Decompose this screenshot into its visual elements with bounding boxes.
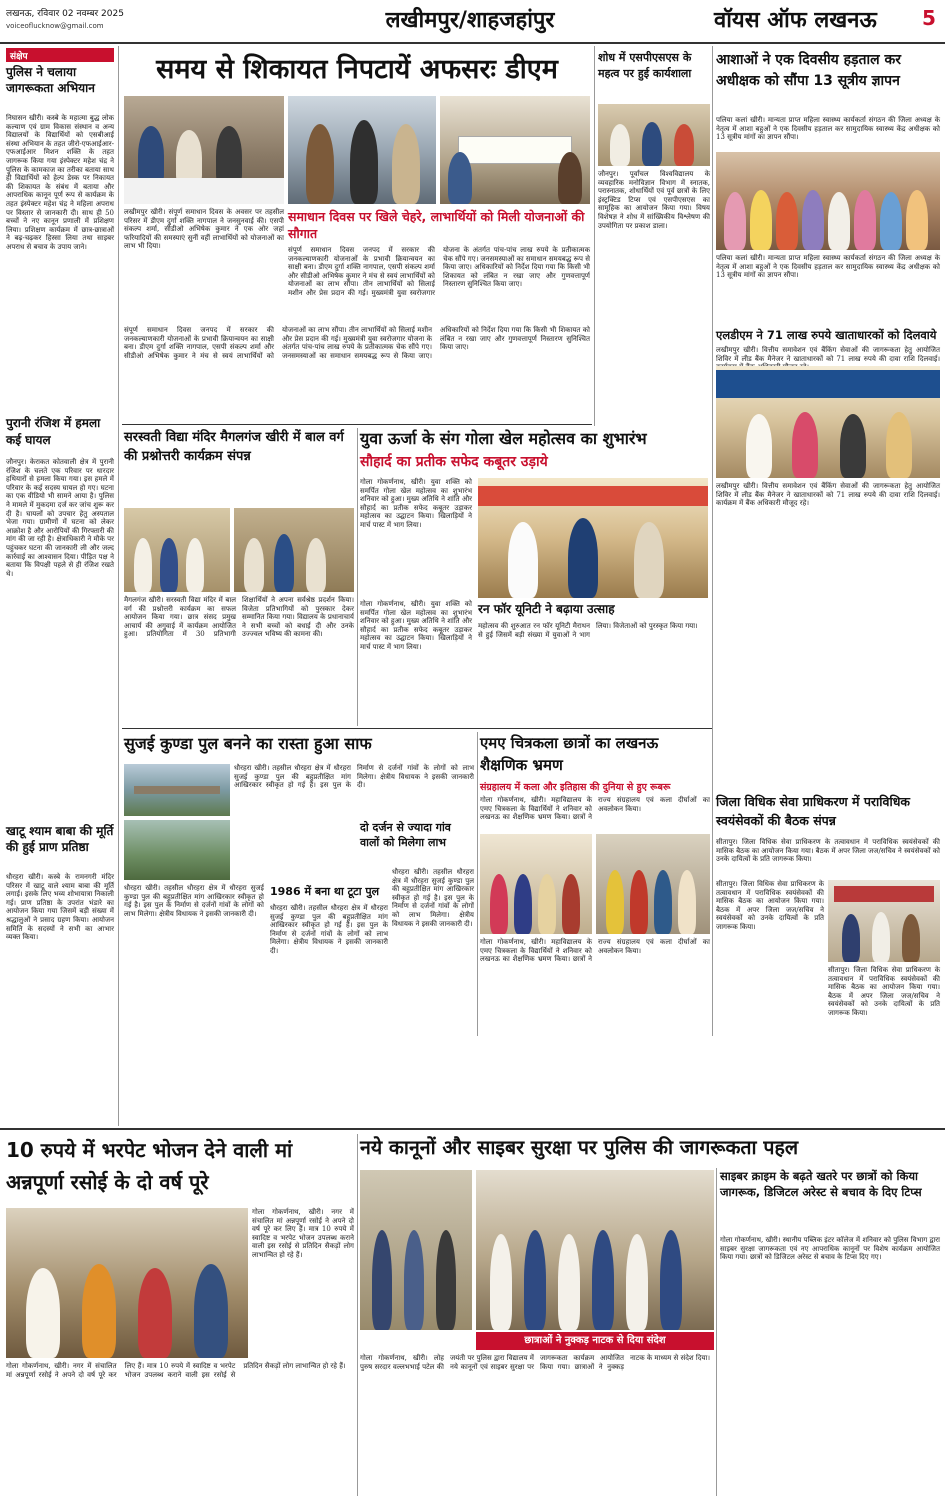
photo-figure xyxy=(746,414,772,478)
edition-title: लखीमपुर/शाहजहांपुर xyxy=(385,8,555,33)
photo-banner xyxy=(478,486,708,506)
photo-table xyxy=(124,178,284,204)
photo-figure xyxy=(678,870,696,934)
lead-rule xyxy=(122,424,592,425)
photo-figure xyxy=(568,518,598,598)
youth-box-body: महोत्सव की शुरुआत रन फॉर यूनिटी मैराथन से हुई जिसमें बड़ी संख्या में युवाओं ने भाग लिया। विजेताओं को पुरस्कृत किया गया। xyxy=(478,622,698,639)
photo-figure xyxy=(654,870,672,934)
photo-figure xyxy=(350,120,378,204)
bridge-photo-1 xyxy=(124,764,230,816)
photo-figure xyxy=(558,152,582,204)
photo-figure xyxy=(538,874,556,934)
school-photo-2 xyxy=(234,508,354,592)
photo-figure xyxy=(626,1234,648,1330)
cyber-photo-1 xyxy=(360,1170,472,1330)
photo-figure xyxy=(792,412,818,478)
photo-figure xyxy=(244,538,264,592)
bridge-sub1: 1986 में बना था टूटा पुल xyxy=(270,885,380,898)
lead-photo-2 xyxy=(288,96,436,204)
legal-photo xyxy=(828,880,940,962)
masthead xyxy=(0,0,945,42)
bridge-body-continued: धौरहरा खीरी। तहसील धौरहरा क्षेत्र में धौरहरा सुजई कुण्डा पुल की बहुप्रतीक्षित मांग आखिरकार स्वीकृत हो गई है। इस पुल के निर्माण से दर्जनों गांवों के लोगों को लाभ मिलेगा। क्षेत्रीय विधायक ने इसकी जानकारी दी। xyxy=(124,884,264,918)
bridge-photo-2 xyxy=(124,820,230,880)
photo-figure xyxy=(138,1268,172,1358)
dateline: लखनऊ, रविवार 02 नवम्बर 2025 xyxy=(6,9,124,19)
bridge-divider xyxy=(477,732,478,1036)
photo-figure xyxy=(134,538,152,592)
photo-figure xyxy=(750,190,772,250)
photo-figure xyxy=(448,152,472,204)
left-story3-body: धौरहरा खीरी। कस्बे के रामनगरी मंदिर परिसर में खाटू वाले श्याम बाबा की मूर्ति लगाई। इसके लिए भव्य शोभायात्रा निकाली गई। प्राण प्रतिष्ठा के उपरांत भंडारे का आयोजन किया गया जिसमें बड़ी संख्या में श्रद्धालुओं ने प्रसाद ग्रहण किया। आयोजन समिति के सदस्यों ने सभी का आभार व्यक्त किया। xyxy=(6,873,114,942)
asha-headline: आशाओं ने एक दिवसीय हड़ताल कर अधीक्षक को सौंपा 13 सूत्रीय ज्ञापन xyxy=(716,52,901,89)
lead-body-continued: संपूर्ण समाधान दिवस जनपद में सरकार की जनकल्याणकारी योजनाओं के प्रभावी क्रियान्वयन का साक्षी बना। डीएम दुर्गा शक्ति नागपाल, एसपी संकल्प शर्मा और सीडीओ अभिषेक कुमार ने मंच से स्वयं लाभार्थियों को योजनाओं का लाभ सौंपा। तीन लाभार्थियों को सिलाई मशीन और प्रेस प्रदान की गई। मुख्यमंत्री युवा स्वरोजगार योजना के अंतर्गत पांच-पांच लाख रुपये के प्रतीकात्मक चेक सौंपे गए। जनसमस्याओं का समाधान समयबद्ध रूप से किया जाए। अधिकारियों को निर्देश दिया गया कि किसी भी शिकायत को लंबित न रखा जाए और गुणवत्तापूर्ण निस्तारण सुनिश्चित किया जाए। xyxy=(124,326,590,360)
photo-figure xyxy=(592,1230,614,1330)
school-divider xyxy=(357,428,358,726)
photo-banner xyxy=(834,886,934,902)
left-story1-headline: पुलिस ने चलाया जागरूकता अभियान xyxy=(6,65,95,95)
photo-figure xyxy=(840,414,866,478)
photo-figure xyxy=(872,912,890,962)
youth-body: गोला गोकर्णनाथ, खीरी। युवा शक्ति को समर्पित गोला खेल महोत्सव का शुभारंभ शनिवार को हुआ। मुख्य अतिथि ने शांति और सौहार्द का प्रतीक सफेद कबूतर उड़ाकर महोत्सव का उद्घाटन किया। खिलाड़ियों ने मार्च पास्ट में भाग लिया। xyxy=(360,478,472,529)
annapurna-headline: 10 रुपये में भरपेट भोजन देने वाली मां अन्नपूर्णा रसोई के दो वर्ष पूरे xyxy=(6,1138,293,1194)
cyber-crime-headline: साइबर क्राइम के बढ़ते खतरे पर छात्रों को किया जागरूक, डिजिटल अरेस्ट से बचाव के दिए टिप्स xyxy=(720,1169,922,1199)
legal-body: सीतापुर। जिला विधिक सेवा प्राधिकरण के तत्वावधान में पराविधिक स्वयंसेवकों की मासिक बैठक का आयोजन किया गया। बैठक में अपर जिला जज/सचिव ने स्वयंसेवकों को उनके दायित्वों के प्रति जागरूक किया। xyxy=(716,838,940,864)
photo-figure xyxy=(404,1230,424,1330)
photo-figure xyxy=(194,1264,228,1358)
photo-figure xyxy=(802,190,824,250)
photo-figure xyxy=(490,874,508,934)
photo-banner xyxy=(716,370,940,398)
annapurna-body-continued: गोला गोकर्णनाथ, खीरी। नगर में संचालित मां अन्नपूर्णा रसोई ने अपने दो वर्ष पूरे कर लिए हैं। मात्र 10 रुपये में स्वादिष्ट व भरपेट भोजन उपलब्ध कराने वाली इस रसोई से प्रतिदिन सैकड़ों लोग लाभान्वित हो रहे हैं। xyxy=(6,1362,346,1379)
photo-figure xyxy=(886,412,912,478)
research-body: जौनपुर। पूर्वांचल विश्वविद्यालय के व्यवहारिक मनोविज्ञान विभाग में स्नातक, परास्नातक, शोधार्थियों एवं पूर्व छात्रों के लिए इंस्ट्रक्टिड टिप्स एवं एसपीएसएस का सामूहिक का आयोजन किया गया। विषय विशेषज्ञ ने शोध में सांख्यिकीय विश्लेषण की उपयोगिता पर प्रकाश डाला। xyxy=(598,170,710,230)
photo-figure xyxy=(186,538,204,592)
school-headline: सरस्वती विद्या मंदिर मैगलगंज खीरी में बाल वर्ग की प्रश्नोत्तरी कार्यक्रम संपन्न xyxy=(124,430,344,464)
art-body-continued: गोला गोकर्णनाथ, खीरी। महाविद्यालय के एमए चित्रकला के विद्यार्थियों ने शनिवार को लखनऊ का शैक्षणिक भ्रमण किया। छात्रों ने राज्य संग्रहालय एवं कला दीर्घाओं का अवलोकन किया। xyxy=(480,938,710,964)
bottom-divider-1 xyxy=(357,1134,358,1496)
photo-figure xyxy=(306,124,334,204)
art-photo-1 xyxy=(480,834,592,934)
photo-figure xyxy=(306,538,326,592)
photo-figure xyxy=(436,1230,456,1330)
section-tag: संक्षेप xyxy=(6,48,114,62)
email: voiceoflucknow@gmail.com xyxy=(6,22,104,30)
youth-photo xyxy=(478,478,708,598)
photo-figure xyxy=(634,522,664,598)
lic-headline: एलडीएम ने 71 लाख रुपये खाताधारकों को दिलवाये xyxy=(716,328,937,342)
photo-figure xyxy=(674,124,694,166)
photo-figure xyxy=(562,874,580,934)
research-headline: शोध में एसपीएसएस के महत्व पर हुई कार्यशाला xyxy=(598,51,692,80)
masthead-rule xyxy=(0,42,945,44)
school-body: मैगलगंज खीरी। सरस्वती विद्या मंदिर में बाल वर्ग की प्रश्नोत्तरी कार्यक्रम का सफल आयोजन किया गया। छात्र संसद प्रमुख आचार्य की अगुवाई में कार्यक्रम आयोजित हुआ। प्रतियोगिता में 30 प्रतिभागी शिक्षार्थियों ने अपना सर्वश्रेष्ठ प्रदर्शन किया। विजेता प्रतिभागियों को पुरस्कार देकर सम्मानित किया गया। विद्यालय के प्रधानाचार्य ने सभी बच्चों को बधाई दी और उनके उज्ज्वल भविष्य की कामना की। xyxy=(124,596,354,639)
photo-figure xyxy=(828,192,850,250)
photo-figure xyxy=(392,124,420,204)
cyber-crime-body: गोला गोकर्णनाथ, खीरी। स्थानीय पब्लिक इंटर कॉलेज में शनिवार को पुलिस विभाग द्वारा साइबर सुरक्षा जागरूकता एवं नए आपराधिक कानूनों पर विशेष कार्यक्रम आयोजित किया गया। छात्रों को डिजिटल अरेस्ट से बचाव के टिप्स दिए गए। xyxy=(720,1236,940,1262)
photo-figure xyxy=(610,124,630,166)
asha-photo xyxy=(716,152,940,250)
photo-figure xyxy=(642,122,662,166)
bridge-sub2-body: धौरहरा खीरी। तहसील धौरहरा क्षेत्र में धौरहरा सुजई कुण्डा पुल की बहुप्रतीक्षित मांग आखिरकार स्वीकृत हो गई है। इस पुल के निर्माण से दर्जनों गांवों के लोगों को लाभ मिलेगा। क्षेत्रीय विधायक ने इसकी जानकारी दी। xyxy=(392,868,474,928)
lead-photo-3 xyxy=(440,96,590,204)
photo-figure xyxy=(880,192,902,250)
bridge-sub1-body: धौरहरा खीरी। तहसील धौरहरा क्षेत्र में धौरहरा सुजई कुण्डा पुल की बहुप्रतीक्षित मांग आखिरकार स्वीकृत हो गई है। इस पुल के निर्माण से दर्जनों गांवों के लोगों को लाभ मिलेगा। क्षेत्रीय विधायक ने इसकी जानकारी दी। xyxy=(270,904,388,955)
mid-rule xyxy=(122,728,712,729)
right-column-divider xyxy=(594,46,595,426)
photo-figure xyxy=(606,870,624,934)
photo-figure xyxy=(524,1230,546,1330)
left-column-divider xyxy=(118,46,119,1126)
photo-figure xyxy=(26,1268,60,1358)
lic-body: लखीमपुर खीरी। वित्तीय समावेशन एवं बैंकिंग सेवाओं की जागरूकता हेतु आयोजित शिविर में लीड बैंक मैनेजर ने खाताधारकों को 71 लाख रुपये की दावा राशि दिलवाई। xyxy=(716,346,940,363)
art-headline: एमए चित्रकला छात्रों का लखनऊ शैक्षणिक भ्रमण xyxy=(480,734,659,774)
bridge-sub2: दो दर्जन से ज्यादा गांव वालों को मिलेगा लाभ xyxy=(360,821,451,849)
legal-body-continued: सीतापुर। जिला विधिक सेवा प्राधिकरण के तत्वावधान में पराविधिक स्वयंसेवकों की मासिक बैठक का आयोजन किया गया। बैठक में अपर जिला जज/सचिव ने स्वयंसेवकों को उनके दायित्वों के प्रति जागरूक किया। xyxy=(716,880,824,931)
photo-figure xyxy=(724,192,746,250)
lic-photo xyxy=(716,366,940,478)
bridge-body: धौरहरा खीरी। तहसील धौरहरा क्षेत्र में धौरहरा सुजई कुण्डा पुल की बहुप्रतीक्षित मांग आखिरकार स्वीकृत हो गई है। इस पुल के निर्माण से दर्जनों गांवों के लोगों को लाभ मिलेगा। क्षेत्रीय विधायक ने इसकी जानकारी दी। xyxy=(234,764,474,790)
photo-figure xyxy=(372,1230,392,1330)
photo-figure xyxy=(490,1234,512,1330)
photo-figure xyxy=(274,534,294,592)
lead-body: संपूर्ण समाधान दिवस जनपद में सरकार की जनकल्याणकारी योजनाओं के प्रभावी क्रियान्वयन का साक्षी बना। डीएम दुर्गा शक्ति नागपाल, एसपी संकल्प शर्मा और सीडीओ अभिषेक कुमार ने मंच से स्वयं लाभार्थियों को योजनाओं का लाभ सौंपा। तीन लाभार्थियों को सिलाई मशीन और प्रेस प्रदान की गई। मुख्यमंत्री युवा स्वरोजगार योजना के अंतर्गत पांच-पांच लाख रुपये के प्रतीकात्मक चेक सौंपे गए। जनसमस्याओं का समाधान समयबद्ध रूप से किया जाए। अधिकारियों को निर्देश दिया गया कि किसी भी शिकायत को लंबित न रखा जाए और गुणवत्तापूर्ण निस्तारण सुनिश्चित किया जाए। xyxy=(288,246,590,297)
cyber-caption: छात्राओं ने नुक्कड़ नाटक से दिया संदेश xyxy=(476,1332,714,1350)
asha-body-continued: पलिया कलां खीरी। मान्यता प्राप्त महिला स्वास्थ्य कार्यकर्ता संगठन की जिला अध्यक्ष के नेतृत्व में आशा बहुओं ने एक दिवसीय हड़ताल कर सामुदायिक स्वास्थ्य केंद्र अधीक्षक को 13 सूत्रीय मांगों का ज्ञापन सौंपा। xyxy=(716,254,940,280)
legal-body-more: सीतापुर। जिला विधिक सेवा प्राधिकरण के तत्वावधान में पराविधिक स्वयंसेवकों की मासिक बैठक का आयोजन किया गया। बैठक में अपर जिला जज/सचिव ने स्वयंसेवकों को उनके दायित्वों के प्रति जागरूक किया। xyxy=(828,966,940,1017)
photo-figure xyxy=(138,126,164,186)
legal-headline: जिला विधिक सेवा प्राधिकरण में पराविधिक स्वयंसेवकों की बैठक संपन्न xyxy=(716,794,910,828)
photo-figure xyxy=(514,874,532,934)
photo-figure xyxy=(82,1264,116,1358)
research-photo xyxy=(598,104,710,166)
photo-figure xyxy=(842,914,860,962)
lead-photo-1 xyxy=(124,96,284,204)
lead-subhead: समाधान दिवस पर खिले चेहरे, लाभार्थियों को मिली योजनाओं की सौगात xyxy=(288,209,585,241)
art-photo-2 xyxy=(596,834,710,934)
far-right-divider xyxy=(712,46,713,1036)
photo-figure xyxy=(906,190,928,250)
photo-cheque xyxy=(458,136,572,164)
photo-figure xyxy=(630,870,648,934)
asha-body: पलिया कलां खीरी। मान्यता प्राप्त महिला स्वास्थ्य कार्यकर्ता संगठन की जिला अध्यक्ष के नेतृत्व में आशा बहुओं ने एक दिवसीय हड़ताल कर सामुदायिक स्वास्थ्य केंद्र अधीक्षक को 13 सूत्रीय मांगों का ज्ञापन सौंपा। xyxy=(716,116,940,142)
art-subhead: संग्रहालय में कला और इतिहास की दुनिया से हुए रूबरू xyxy=(480,782,671,793)
art-body: गोला गोकर्णनाथ, खीरी। महाविद्यालय के एमए चित्रकला के विद्यार्थियों ने शनिवार को लखनऊ का शैक्षणिक भ्रमण किया। छात्रों ने राज्य संग्रहालय एवं कला दीर्घाओं का अवलोकन किया। xyxy=(480,796,710,822)
cyber-photo-2 xyxy=(476,1170,714,1330)
youth-headline: युवा ऊर्जा के संग गोला खेल महोत्सव का शुभारंभ xyxy=(360,429,647,448)
annapurna-body: गोला गोकर्णनाथ, खीरी। नगर में संचालित मां अन्नपूर्णा रसोई ने अपने दो वर्ष पूरे कर लिए हैं। मात्र 10 रुपये में स्वादिष्ट व भरपेट भोजन उपलब्ध कराने वाली इस रसोई से प्रतिदिन सैकड़ों लोग लाभान्वित हो रहे हैं। xyxy=(252,1208,354,1259)
lead-intro: लखीमपुर खीरी। संपूर्ण समाधान दिवस के अवसर पर तहसील परिसर में डीएम दुर्गा शक्ति नागपाल ने जनसुनवाई की। एसपी संकल्प शर्मा, सीडीओ अभिषेक कुमार ने एक ओर जहां फरियादियों की समस्याएं सुनीं वहीं लाभार्थियों को योजनाओं का लाभ भी दिया। xyxy=(124,208,284,251)
photo-figure xyxy=(160,538,178,592)
cyber-headline: नये कानूनों और साइबर सुरक्षा पर पुलिस की जागरूकता पहल xyxy=(360,1136,799,1159)
youth-subhead: सौहार्द का प्रतीक सफेद कबूतर उड़ाये xyxy=(360,454,548,470)
lead-headline: समय से शिकायत निपटायें अफसरः डीएम xyxy=(156,54,558,85)
left-story2-body: जौनपुर। केराकत कोतवाली क्षेत्र में पुरानी रंजिश के चलते एक परिवार पर धारदार हथियारों से हमला किया गया। इस हमले में परिवार के कई सदस्य घायल हो गए। घटना का एक वीडियो भी सामने आया है। पुलिस ने मामले में मुकदमा दर्ज कर जांच शुरू कर दी है। घायलों को उपचार हेतु अस्पताल भेजा गया। ग्रामीणों में घटना को लेकर आक्रोश है और आरोपियों की गिरफ्तारी की मांग की जा रही है। क्षेत्राधिकारी ने मौके पर पहुंचकर घटना की जानकारी ली और जल्द कार्रवाई का आश्वासन दिया। पीड़ित पक्ष ने बताया कि विपक्षी पहले से ही रंजिश रखते थे। xyxy=(6,458,114,578)
photo-figure xyxy=(558,1234,580,1330)
photo-figure xyxy=(902,914,920,962)
photo-figure xyxy=(508,522,538,598)
school-photo-1 xyxy=(124,508,230,592)
bottom-rule xyxy=(0,1128,945,1130)
photo-bridge xyxy=(134,786,220,794)
cyber-body: गोला गोकर्णनाथ, खीरी। लोह पुरुष सरदार वल्लभभाई पटेल की जयंती पर पुलिस द्वारा विद्यालय में नये कानूनों एवं साइबर सुरक्षा पर जागरूकता कार्यक्रम आयोजित किया गया। छात्राओं ने नुक्कड़ नाटक के माध्यम से संदेश दिया। xyxy=(360,1354,710,1371)
photo-figure xyxy=(660,1230,682,1330)
lic-body-continued: लखीमपुर खीरी। वित्तीय समावेशन एवं बैंकिंग सेवाओं की जागरूकता हेतु आयोजित शिविर में लीड बैंक मैनेजर ने खाताधारकों को 71 लाख रुपये की दावा राशि दिलवाई। कार्यक्रम में बैंक अधिकारी मौजूद रहे। xyxy=(716,482,940,508)
bridge-headline: सुजई कुण्डा पुल बनने का रास्ता हुआ साफ xyxy=(124,734,372,753)
youth-box-headline: रन फॉर यूनिटी ने बढ़ाया उत्साह xyxy=(478,602,615,616)
left-story2-headline: पुरानी रंजिश में हमला कई घायल xyxy=(6,416,101,447)
youth-body-continued: गोला गोकर्णनाथ, खीरी। युवा शक्ति को समर्पित गोला खेल महोत्सव का शुभारंभ शनिवार को हुआ। मुख्य अतिथि ने शांति और सौहार्द का प्रतीक सफेद कबूतर उड़ाकर महोत्सव का उद्घाटन किया। खिलाड़ियों ने मार्च पास्ट में भाग लिया। xyxy=(360,600,472,651)
brand-logo: वॉयस ऑफ लखनऊ xyxy=(714,8,877,33)
annapurna-photo xyxy=(6,1208,248,1358)
left-story1-body: निघासन खीरी। कस्बे के महात्मा बुद्ध लोक कल्याण एवं ग्राम विकास संस्थान व अन्य विद्यालयों के विद्यार्थियों को एसबीआई संस्था अभियान के तहत जीरो-एफआईआर-एफआईआर मिशन शक्ति के तहत जागरूक किया गया इंस्पेक्टर महेश चंद्र ने पुलिस के कामकाज का तरीका बताया साथ ही विद्यार्थियों को हेल्प डेस्क पर निकायत की शिकायत के संबंध में बताया और आपराधिक कानून पूर्ण रूप से कार्यक्रम के तहत इंस्पेक्टर महेश चंद्र ने महिला अपराध पर विस्तार से जानकारी दी। साथ ही 50 बच्चों ने नए कानून प्रणाली में प्रशिक्षण लिया। प्रशिक्षण कार्यक्रम में छात्र-छात्राओं ने बढ़-चढ़कर हिस्सा लिया तथा साइबर अपराध से बचाव के उपाय जाने। xyxy=(6,114,114,251)
photo-figure xyxy=(854,190,876,250)
bottom-divider-2 xyxy=(716,1168,717,1496)
page-number: 5 xyxy=(922,6,936,30)
left-story3-headline: खाटू श्याम बाबा की मूर्ति की हुई प्राण प्रतिष्ठा xyxy=(6,824,114,854)
photo-figure xyxy=(216,126,242,186)
photo-figure xyxy=(776,192,798,250)
